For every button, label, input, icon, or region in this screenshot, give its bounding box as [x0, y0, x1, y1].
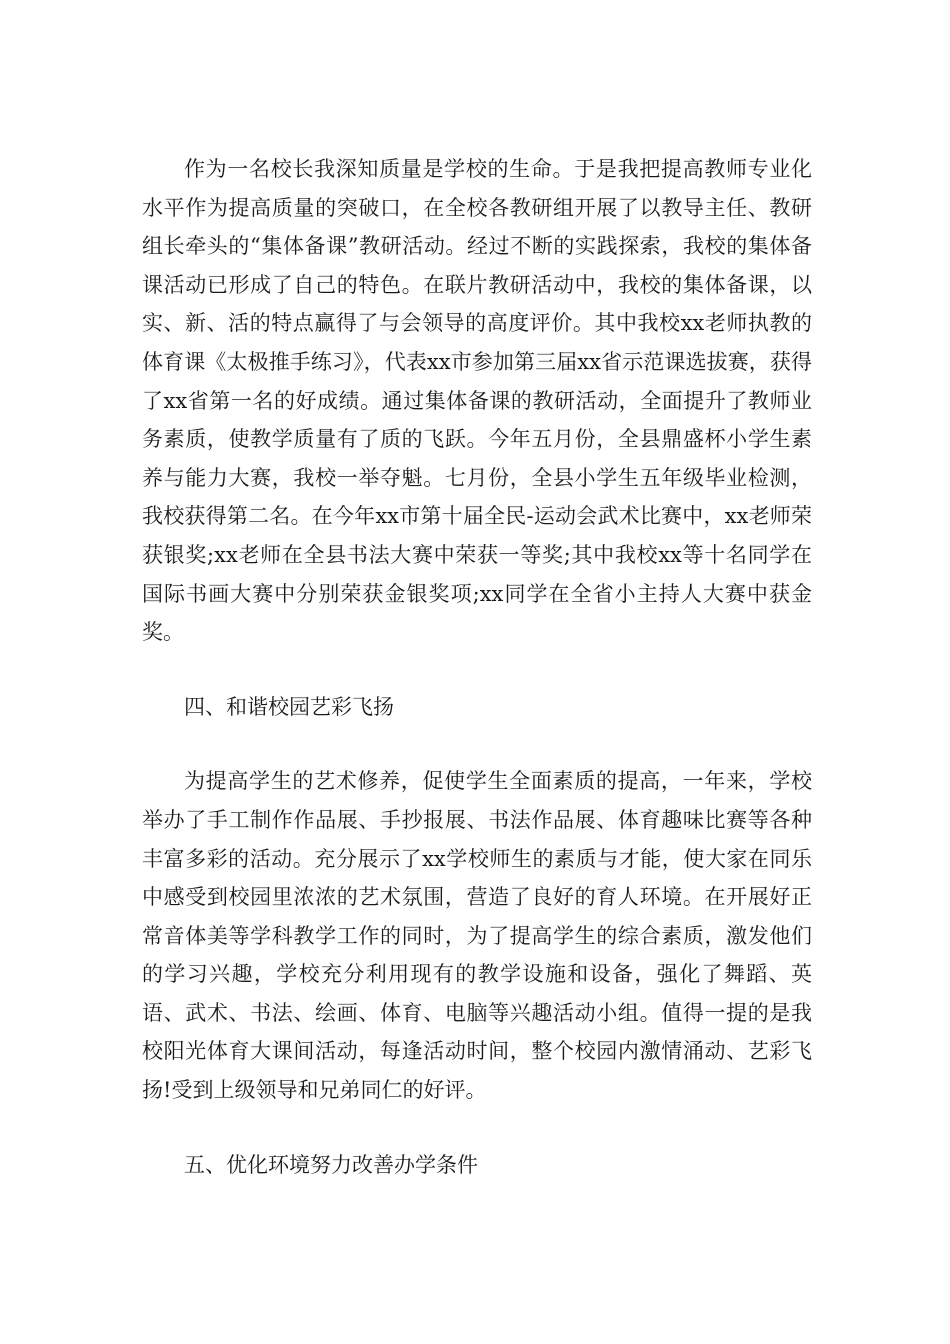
document-body — [142, 150, 812, 1184]
section-heading-campus-arts: 四、和谐校园艺彩飞扬 — [184, 694, 394, 719]
paragraph-arts-activities: 为提高学生的艺术修养，促使学生全面素质的提高，一年来，学校举办了手工制作作品展、手抄报展、书法作品展、体育趣味比赛等各种丰富多彩的活动。充分展示了xx学校师生的素质与才能，使大家在同乐中感受到校园里浓浓的艺术氛围，营造了良好的育人环境。在开展好正常音体美等学科教学工作的同时，为了提高学生的综合素质，激发他们的学习兴趣，学校充分利用现有的教学设施和设备，强化了舞蹈、英语、武术、书法、绘画、体育、电脑等兴趣活动小组。值得一提的是我校阳光体育大课间活动，每逢活动时间，整个校园内激情涌动、艺彩飞扬!受到上级领导和兄弟同仁的好评。 — [142, 769, 812, 1103]
paragraph-teaching-quality: 作为一名校长我深知质量是学校的生命。于是我把提高教师专业化水平作为提高质量的突破口，在全校各教研组开展了以教导主任、教研组长牵头的“集体备课”教研活动。经过不断的实践探索，我校的集体备课活动已形成了自己的特色。在联片教研活动中，我校的集体备课，以实、新、活的特点赢得了与会领导的高度评价。其中我校xx老师执教的体育课《太极推手练习》，代表xx市参加第三届xx省示范课选拔赛，获得了xx省第一名的好成绩。通过集体备课的教研活动，全面提升了教师业务素质，使教学质量有了质的飞跃。今年五月份，全县鼎盛杯小学生素养与能力大赛，我校一举夺魁。七月份，全县小学生五年级毕业检测，我校获得第二名。在今年xx市第十届全民-运动会武术比赛中，xx老师荣获银奖;xx老师在全县书法大赛中荣获一等奖;其中我校xx等十名同学在国际书画大赛中分别荣获金银奖项;xx同学在全省小主持人大赛中获金奖。 — [142, 157, 812, 645]
section-heading-environment: 五、优化环境努力改善办学条件 — [184, 1152, 478, 1177]
